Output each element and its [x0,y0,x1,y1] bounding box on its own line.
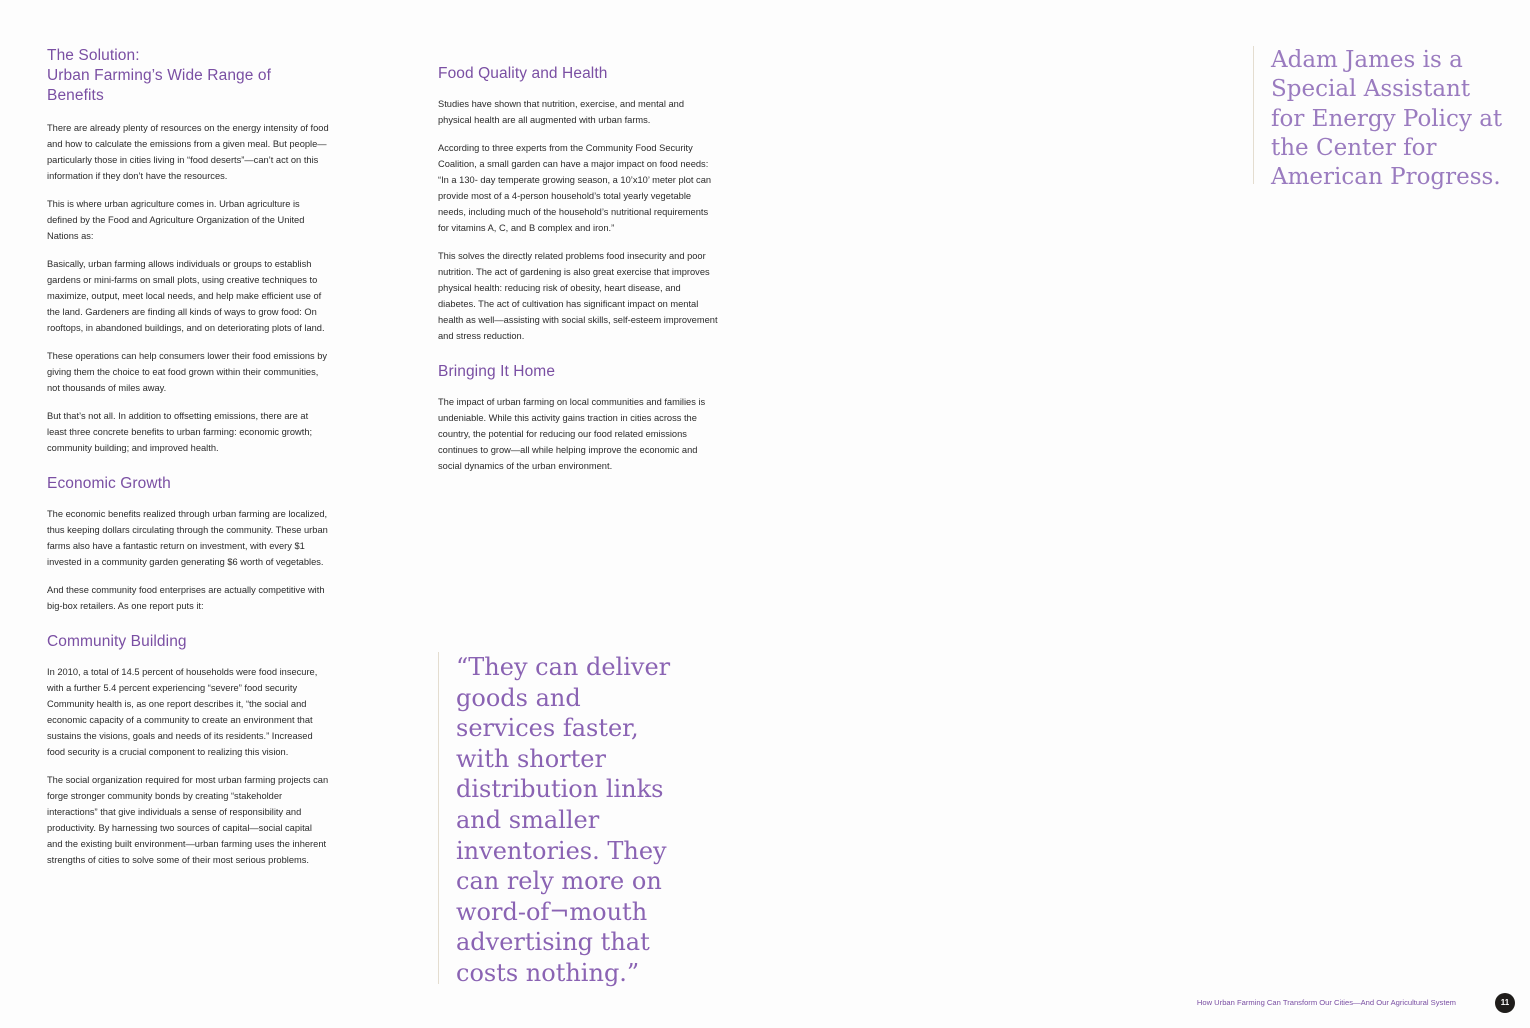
paragraph: Studies have shown that nutrition, exercise, and mental and physical health are all augmented with urban farms. [438,99,684,125]
page-title [47,46,329,106]
paragraph: This solves the directly related problems food insecurity and poor nutrition. The act of gardening is also great exercise that improves physical health: reducing risk of obesity, heart disease, and diabetes. The act of cultivation has significant impact on mental health as well—assisting with social skills, self-esteem improvement and stress reduction. [438,251,718,341]
section-heading-economic-growth: Economic Growth [47,475,171,492]
paragraph: The social organization required for most urban farming projects can forge stronger community bonds by creating “stakeholder interactions” that give individuals a sense of responsibility and productivity. By harnessing two sources of capital—social capital and the existing built environment—urban farming uses the inherent strengths of cities to solve some of their most serious problems. [47,775,329,865]
title-line-2: Urban Farming’s Wide Range of Benefits [47,67,272,104]
paragraph: There are already plenty of resources on the energy intensity of food and how to calculate the emissions from a given meal. But people—particularly those in cities living in “food deserts”—can’t act on this information if they don’t have the resources. [47,123,329,181]
paragraph: This is where urban agriculture comes in. Urban agriculture is defined by the Food and Agriculture Organization of the United Nations as: [47,199,305,241]
paragraph: But that’s not all. In addition to offsetting emissions, there are at least three concrete benefits to urban farming: economic growth; community building; and improved health. [47,411,313,453]
title-line-1: The Solution: [47,47,140,64]
paragraph: The economic benefits realized through urban farming are localized, thus keeping dollars circulating through the community. These urban farms also have a fantastic return on investment, with every $1 invested in a community garden generating $6 worth of vegetables. [47,509,328,567]
paragraph: And these community food enterprises are actually competitive with big-box retailers. As one report puts it: [47,585,325,611]
page-number-badge: 11 [1495,993,1515,1013]
section-heading-bringing-it-home: Bringing It Home [438,363,556,380]
paragraph: In 2010, a total of 14.5 percent of households were food insecure, with a further 5.4 percent experiencing “severe” food security Community health is, as one report describes it, “the social and economic capacity of a community to create an environment that sustains the visions, goals and needs of its residents.” Increased food security is a crucial component to realizing this vision. [47,667,318,757]
paragraph: These operations can help consumers lower their food emissions by giving them the choice to eat food grown within their communities, not thousands of miles away. [47,351,328,393]
footer-title: How Urban Farming Can Transform Our Cities—And Our Agricultural System [1196,998,1456,1007]
section-heading-food-quality: Food Quality and Health [438,65,608,82]
paragraph: According to three experts from the Community Food Security Coalition, a small garden can have a major impact on food needs: “In a 130- day temperate growing season, a 10’x10’ meter plot can provide most of a 4-person household’s total yearly vegetable needs, including much of the household’s nutritional requirements for vitamins A, C, and B complex and iron.” [438,143,712,233]
paragraph: The impact of urban farming on local communities and families is undeniable. While this activity gains traction in cities across the country, the potential for reducing our food related emissions continues to grow—all while helping improve the economic and social dynamics of the urban environment. [438,397,706,471]
middle-column [438,64,720,486]
author-bio: Adam James is a Special Assistant for Energy Policy at the Center for American Progress. [1253,46,1503,184]
paragraph: Basically, urban farming allows individuals or groups to establish gardens or mini-farms on small plots, using creative techniques to maximize, output, meet local needs, and help make efficient use of the land. Gardeners are finding all kinds of ways to grow food: On rooftops, in abandoned buildings, and on deteriorating plots of land. [47,259,325,333]
section-heading-community-building: Community Building [47,633,187,650]
left-column [47,46,329,880]
pull-quote: “They can deliver goods and services faster, with shorter distribution links and smaller inventories. They can rely more on word-of¬mouth advertising that costs nothing.” [438,652,678,984]
